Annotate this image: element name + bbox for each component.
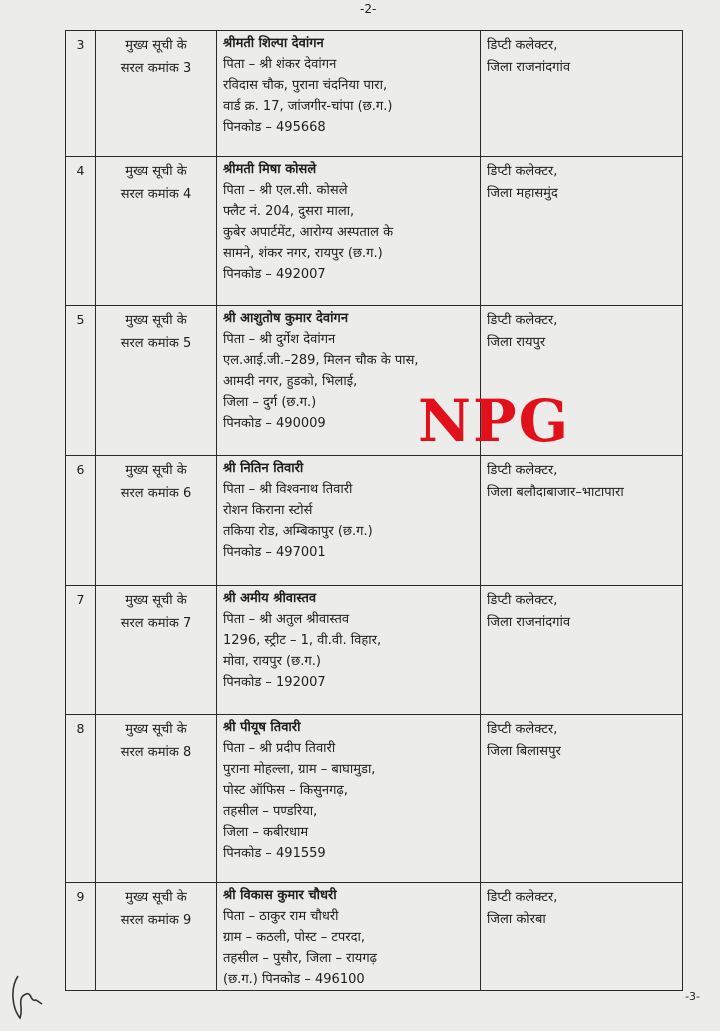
list-reference (96, 883, 217, 991)
reference-line: सरल कमांक 4 (120, 187, 192, 202)
posting-details (481, 715, 683, 883)
address-line: जिला – कबीरधाम (223, 825, 309, 840)
posting-line: डिप्टी कलेक्टर, (487, 463, 558, 478)
candidate-name: श्री विकास कुमार चौधरी (223, 888, 337, 903)
candidate-name: श्री नितिन तिवारी (223, 461, 304, 476)
candidate-name: श्रीमती शिल्पा देवांगन (223, 36, 324, 51)
address-line: पिता – ठाकुर राम चौधरी (223, 909, 339, 924)
posting-line: जिला बलौदाबाजार–भाटापारा (487, 485, 624, 500)
reference-line: मुख्य सूची के (125, 890, 187, 905)
posting-line: जिला रायपुर (487, 335, 546, 350)
address-line: एल.आई.जी.–289, मिलन चौक के पास, (223, 353, 419, 368)
address-line: पिनकोड – 192007 (223, 675, 326, 690)
posting-line: जिला कोरबा (487, 912, 546, 927)
serial-number: 8 (66, 715, 96, 883)
address-line: पिनकोड – 497001 (223, 545, 326, 560)
address-line: आमदी नगर, हुडको, भिलाई, (223, 374, 358, 389)
posting-details (481, 157, 683, 306)
reference-line: मुख्य सूची के (125, 593, 187, 608)
address-line: पिनकोड – 490009 (223, 416, 326, 431)
reference-line: सरल कमांक 8 (120, 745, 192, 760)
serial-number: 7 (66, 586, 96, 715)
address-line: फ्लैट नं. 204, दुसरा माला, (223, 204, 355, 219)
serial-number: 3 (66, 31, 96, 157)
address-line: तहसील – पुसौर, जिला – रायगढ़ (223, 951, 377, 966)
address-line: पिता – श्री शंकर देवांगन (223, 57, 337, 72)
address-line: पोस्ट ऑफिस – किसुनगढ़, (223, 783, 348, 798)
address-line: पिता – श्री दुर्गेश देवांगन (223, 332, 336, 347)
table-row (66, 456, 683, 586)
address-line: पिता – श्री प्रदीप तिवारी (223, 741, 336, 756)
appointment-table (65, 30, 683, 991)
posting-details (481, 456, 683, 586)
table-row (66, 306, 683, 456)
candidate-details (217, 715, 481, 883)
table-row (66, 31, 683, 157)
reference-line: सरल कमांक 7 (120, 616, 192, 631)
serial-number: 6 (66, 456, 96, 586)
address-line: जिला – दुर्ग (छ.ग.) (223, 395, 317, 410)
address-line: पिता – श्री अतुल श्रीवास्तव (223, 612, 350, 627)
address-line: सामने, शंकर नगर, रायपुर (छ.ग.) (223, 246, 383, 261)
posting-line: जिला बिलासपुर (487, 744, 561, 759)
address-line: तकिया रोड, अम्बिकापुर (छ.ग.) (223, 524, 373, 539)
address-line: वार्ड क्र. 17, जांजगीर-चांपा (छ.ग.) (223, 99, 393, 114)
posting-line: जिला राजनांदगांव (487, 60, 571, 75)
address-line: पिता – श्री एल.सी. कोसले (223, 183, 348, 198)
address-line: पिनकोड – 492007 (223, 267, 326, 282)
list-reference (96, 456, 217, 586)
list-reference (96, 157, 217, 306)
address-line: 1296, स्ट्रीट – 1, वी.वी. विहार, (223, 633, 382, 648)
page-number-top: -2- (360, 2, 377, 16)
list-reference (96, 306, 217, 456)
npg-watermark: NPG (418, 387, 571, 455)
reference-line: मुख्य सूची के (125, 722, 187, 737)
candidate-name: श्री आशुतोष कुमार देवांगन (223, 311, 349, 326)
address-line: मोवा, रायपुर (छ.ग.) (223, 654, 321, 669)
candidate-details (217, 456, 481, 586)
address-line: कुबेर अपार्टमेंट, आरोग्य अस्पताल के (223, 225, 394, 240)
reference-line: सरल कमांक 3 (120, 61, 192, 76)
address-line: ग्राम – कठली, पोस्ट – टपरदा, (223, 930, 366, 945)
posting-line: डिप्टी कलेक्टर, (487, 313, 558, 328)
table-row (66, 883, 683, 991)
candidate-details (217, 883, 481, 991)
posting-details (481, 31, 683, 157)
address-line: (छ.ग.) पिनकोड – 496100 (223, 972, 365, 987)
posting-line: डिप्टी कलेक्टर, (487, 593, 558, 608)
posting-line: डिप्टी कलेक्टर, (487, 38, 558, 53)
address-line: तहसील – पण्डरिया, (223, 804, 318, 819)
candidate-details (217, 586, 481, 715)
list-reference (96, 31, 217, 157)
list-reference (96, 715, 217, 883)
address-line: पुराना मोहल्ला, ग्राम – बाघामुडा, (223, 762, 376, 777)
candidate-name: श्री अमीय श्रीवास्तव (223, 591, 317, 606)
signature-mark (6, 968, 46, 1024)
posting-line: जिला राजनांदगांव (487, 615, 571, 630)
reference-line: सरल कमांक 9 (120, 913, 192, 928)
posting-details (481, 883, 683, 991)
candidate-name: श्रीमती मिषा कोसले (223, 162, 317, 177)
posting-line: जिला महासमुंद (487, 186, 558, 201)
serial-number: 9 (66, 883, 96, 991)
address-line: पिनकोड – 491559 (223, 846, 326, 861)
address-line: पिनकोड – 495668 (223, 120, 326, 135)
posting-details (481, 586, 683, 715)
reference-line: मुख्य सूची के (125, 463, 187, 478)
table-row (66, 586, 683, 715)
address-line: रोशन किराना स्टोर्स (223, 503, 313, 518)
posting-line: डिप्टी कलेक्टर, (487, 722, 558, 737)
serial-number: 4 (66, 157, 96, 306)
candidate-details (217, 31, 481, 157)
posting-line: डिप्टी कलेक्टर, (487, 164, 558, 179)
reference-line: सरल कमांक 5 (120, 336, 192, 351)
reference-line: मुख्य सूची के (125, 313, 187, 328)
posting-line: डिप्टी कलेक्टर, (487, 890, 558, 905)
address-line: रविदास चौक, पुराना चंदनिया पारा, (223, 78, 388, 93)
candidate-name: श्री पीयूष तिवारी (223, 720, 301, 735)
reference-line: मुख्य सूची के (125, 164, 187, 179)
reference-line: मुख्य सूची के (125, 38, 187, 53)
reference-line: सरल कमांक 6 (120, 486, 192, 501)
table-row (66, 157, 683, 306)
page-number-bottom: -3- (685, 990, 700, 1003)
serial-number: 5 (66, 306, 96, 456)
candidate-details (217, 157, 481, 306)
address-line: पिता – श्री विश्वनाथ तिवारी (223, 482, 353, 497)
list-reference (96, 586, 217, 715)
table-row (66, 715, 683, 883)
